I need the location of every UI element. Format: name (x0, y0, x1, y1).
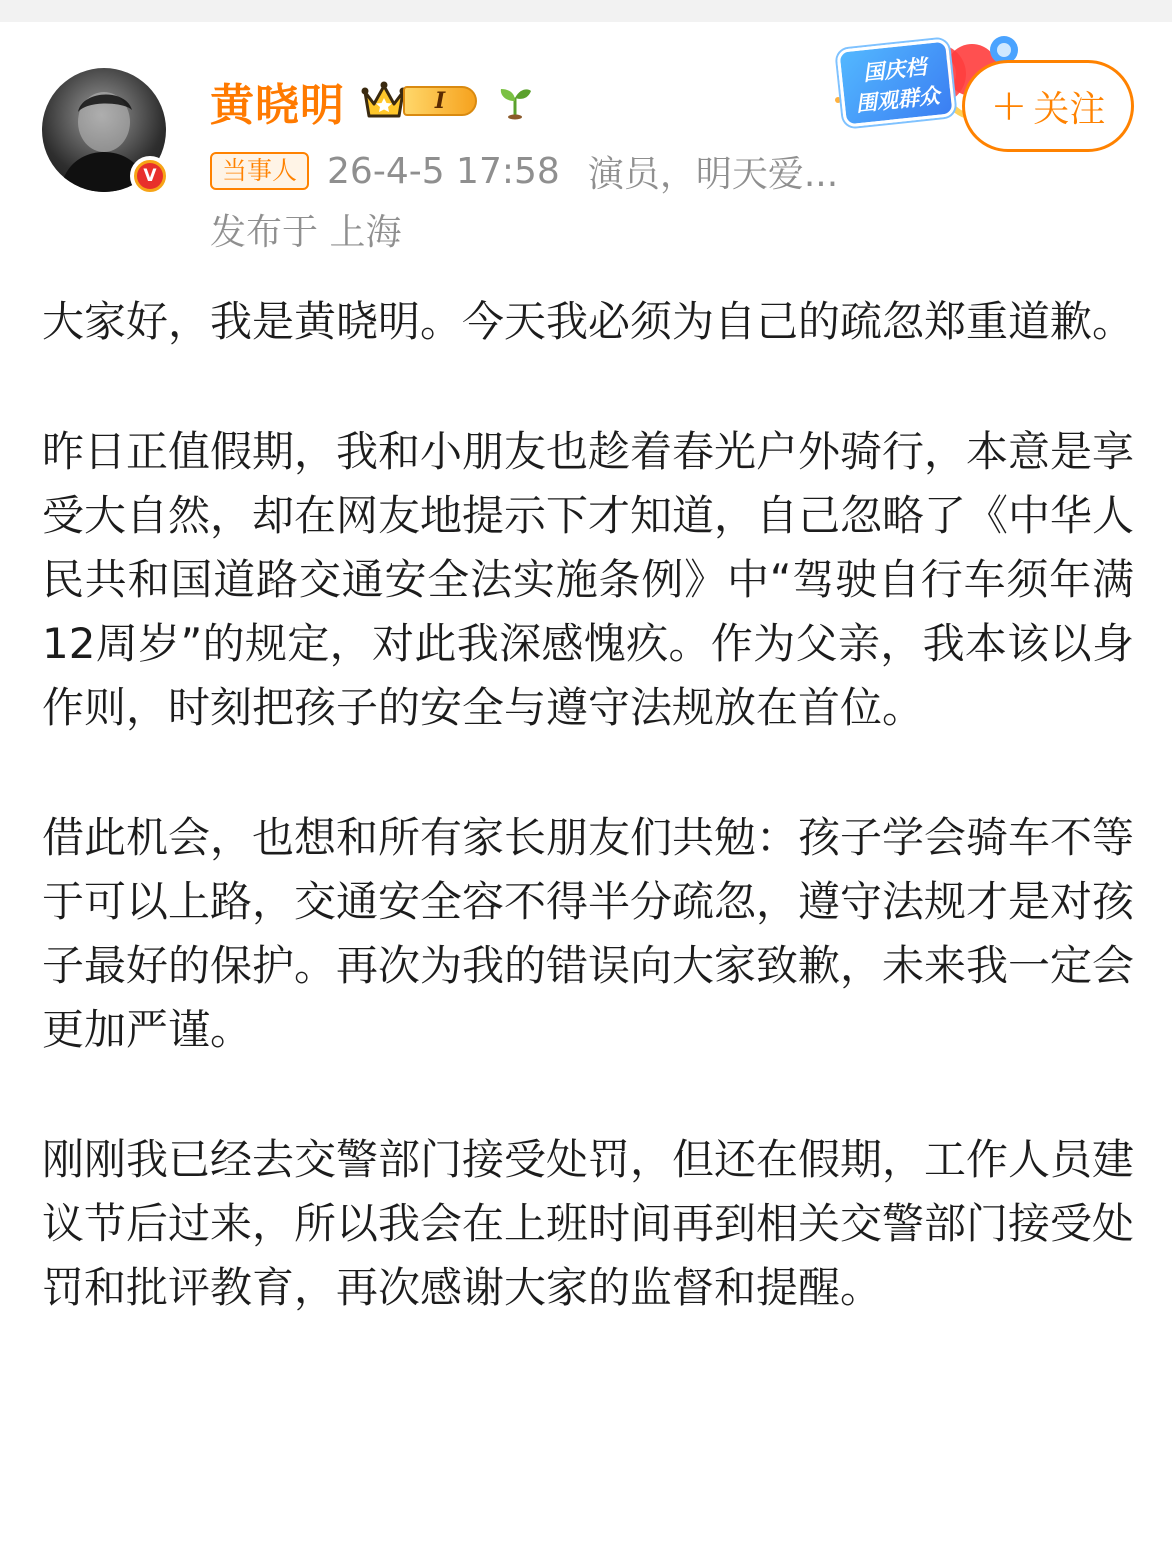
author-avatar[interactable] (42, 68, 170, 196)
post-paragraph: 刚刚我已经去交警部门接受处罚，但还在假期，工作人员建议节后过来，所以我会在上班时间再到相关交警部门接受处罚和批评教育，再次感谢大家的监督和提醒。 (42, 1135, 1135, 1312)
vip-level-badge[interactable] (361, 79, 477, 123)
author-name[interactable]: 黄晓明 (210, 80, 345, 131)
post-location: 发布于 上海 (210, 212, 402, 253)
post-paragraph: 大家好，我是黄晓明。今天我必须为自己的疏忽郑重道歉。 (42, 297, 1135, 346)
sprout-icon[interactable] (495, 81, 535, 121)
plus-icon: + (990, 80, 1028, 131)
follow-button[interactable] (962, 60, 1134, 152)
event-badge-line1: 国庆档 (862, 54, 928, 86)
verified-badge-icon (130, 156, 170, 196)
author-name-row (210, 70, 535, 132)
post-paragraph: 昨日正值假期，我和小朋友也趁着春光户外骑行，本意是享受大自然，却在网友地提示下才知道，自己忽略了《中华人民共和国道路交通安全法实施条例》中“驾驶自行车须年满12周岁”的规定，对此我深感愧疚。作为父亲，我本该以身作则，时刻把孩子的安全与遵守法规放在首位。 (42, 427, 1135, 732)
level-tag: I (403, 86, 477, 116)
role-tag: 当事人 (210, 152, 309, 190)
author-bio[interactable]: 演员，明天爱... (587, 153, 839, 195)
verified-mark: V (137, 163, 163, 189)
post-body (42, 290, 1134, 1386)
follow-button-label: 关注 (1033, 88, 1106, 130)
post-meta-row (210, 148, 838, 194)
post-timestamp: 26-4-5 17:58 (327, 150, 560, 192)
event-badge-line2: 围观群众 (854, 83, 941, 117)
event-badge-label (836, 38, 956, 127)
post-paragraph: 借此机会，也想和所有家长朋友们共勉：孩子学会骑车不等于可以上路，交通安全容不得半分疏忽，遵守法规才是对孩子最好的保护。再次为我的错误向大家致歉，未来我一定会更加严谨。 (42, 813, 1135, 1054)
crown-icon (361, 80, 407, 122)
top-status-strip (0, 0, 1172, 22)
